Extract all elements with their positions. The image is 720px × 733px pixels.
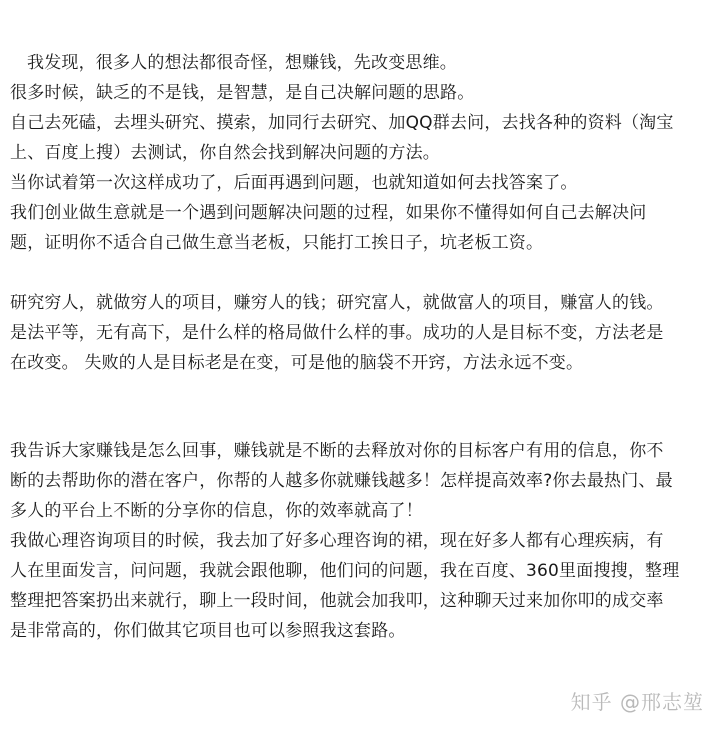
text-line: 是非常高的，你们做其它项目也可以参照我这套路。 bbox=[10, 621, 406, 641]
text-line: 题，证明你不适合自己做生意当老板，只能打工挨日子，坑老板工资。 bbox=[10, 233, 544, 253]
text-line: 多人的平台上不断的分享你的信息，你的效率就高了！ bbox=[10, 501, 423, 521]
text-line: 我发现，很多人的想法都很奇怪，想赚钱，先改变思维。 bbox=[27, 53, 457, 73]
paragraph-2 bbox=[10, 288, 715, 378]
paragraph-spacer bbox=[10, 258, 715, 288]
zhihu-watermark: 知乎 @邢志堃 bbox=[570, 690, 704, 714]
text-line: 我告诉大家赚钱是怎么回事，赚钱就是不断的去释放对你的目标客户有用的信息，你不 bbox=[10, 441, 664, 461]
text-line: 研究穷人，就做穷人的项目，赚穷人的钱；研究富人，就做富人的项目，赚富人的钱。 bbox=[10, 293, 664, 313]
text-line: 在改变。 失败的人是目标老是在变，可是他的脑袋不开窍，方法永远不变。 bbox=[10, 353, 584, 373]
text-line: 上、百度上搜）去测试，你自然会找到解决问题的方法。 bbox=[10, 143, 440, 163]
text-line: 很多时候，缺乏的不是钱，是智慧，是自己决解问题的思路。 bbox=[10, 83, 475, 103]
text-line: 我做心理咨询项目的时候，我去加了好多心理咨询的裙，现在好多人都有心理疾病，有 bbox=[10, 531, 664, 551]
text-line: 断的去帮助你的潜在客户，你帮的人越多你就赚钱越多！怎样提高效率?你去最热门、最 bbox=[10, 471, 673, 491]
paragraph-3 bbox=[10, 436, 715, 646]
text-line: 我们创业做生意就是一个遇到问题解决问题的过程，如果你不懂得如何自己去解决问 bbox=[10, 203, 647, 223]
text-line: 当你试着第一次这样成功了，后面再遇到问题，也就知道如何去找答案了。 bbox=[10, 173, 578, 193]
text-line: 自己去死磕，去埋头研究、摸索，加同行去研究、加QQ群去问，去找各种的资料（淘宝 bbox=[10, 113, 674, 133]
article-body bbox=[10, 48, 715, 646]
text-line: 人在里面发言，问问题，我就会跟他聊，他们问的问题，我在百度、360里面搜搜，整理 bbox=[10, 561, 680, 581]
text-line: 整理把答案扔出来就行，聊上一段时间，他就会加我叩，这种聊天过来加你叩的成交率 bbox=[10, 591, 664, 611]
paragraph-1 bbox=[10, 48, 715, 258]
text-line: 是法平等，无有高下，是什么样的格局做什么样的事。成功的人是目标不变，方法老是 bbox=[10, 323, 664, 343]
paragraph-spacer bbox=[10, 378, 715, 436]
